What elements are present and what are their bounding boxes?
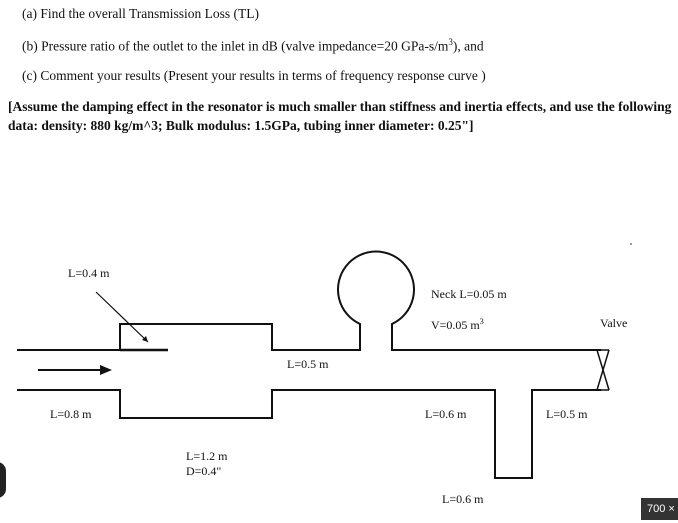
- label-inlet-expansion-length: L=0.4 m: [68, 266, 110, 280]
- assumption-note: [8, 97, 672, 135]
- label-valve: Valve: [600, 316, 628, 330]
- question-b-tail: ), and: [452, 38, 484, 54]
- size-badge: 700 ×: [641, 498, 678, 520]
- question-c: (c) Comment your results (Present your results in terms of frequency response curve ): [22, 68, 486, 83]
- arrow-right-icon: [38, 365, 112, 375]
- label-outlet-pipe-length: L=0.5 m: [546, 407, 588, 421]
- question-b: [22, 37, 484, 55]
- pipe-top-wall: [18, 324, 360, 350]
- question-a: (a) Find the overall Transmission Loss (TL): [22, 6, 259, 21]
- label-side-branch-depth: L=0.6 m: [442, 492, 484, 506]
- edge-shape: [0, 462, 6, 498]
- label-chamber-length: L=1.2 m: [186, 449, 228, 463]
- label-middle-pipe-length: L=0.5 m: [287, 357, 329, 371]
- label-resonator-volume-superscript: 3: [479, 317, 484, 326]
- label-resonator-volume-text: V=0.05 m: [431, 318, 480, 332]
- label-chamber-diameter: D=0.4": [186, 464, 222, 478]
- question-b-superscript: 3: [448, 37, 453, 47]
- label-side-branch-offset: L=0.6 m: [425, 407, 467, 421]
- label-neck-length: Neck L=0.05 m: [431, 287, 507, 301]
- label-inlet-pipe-length: L=0.8 m: [50, 407, 92, 421]
- speck: [630, 243, 632, 245]
- assumption-line-2: data: density: 880 kg/m^3; Bulk modulus: 1.5GPa, tubing inner diameter: 0.25"]: [8, 118, 474, 133]
- pointer-arrow: [96, 292, 148, 342]
- label-resonator-volume: [431, 317, 484, 333]
- pipe-bottom-wall: [18, 390, 600, 478]
- assumption-line-1: [Assume the damping effect in the resonator is much smaller than stiffness and inertia effects, and use the following: [8, 99, 672, 114]
- valve-icon: [597, 350, 609, 390]
- question-b-text: (b) Pressure ratio of the outlet to the inlet in dB (valve impedance=20 GPa-s/m: [22, 38, 449, 54]
